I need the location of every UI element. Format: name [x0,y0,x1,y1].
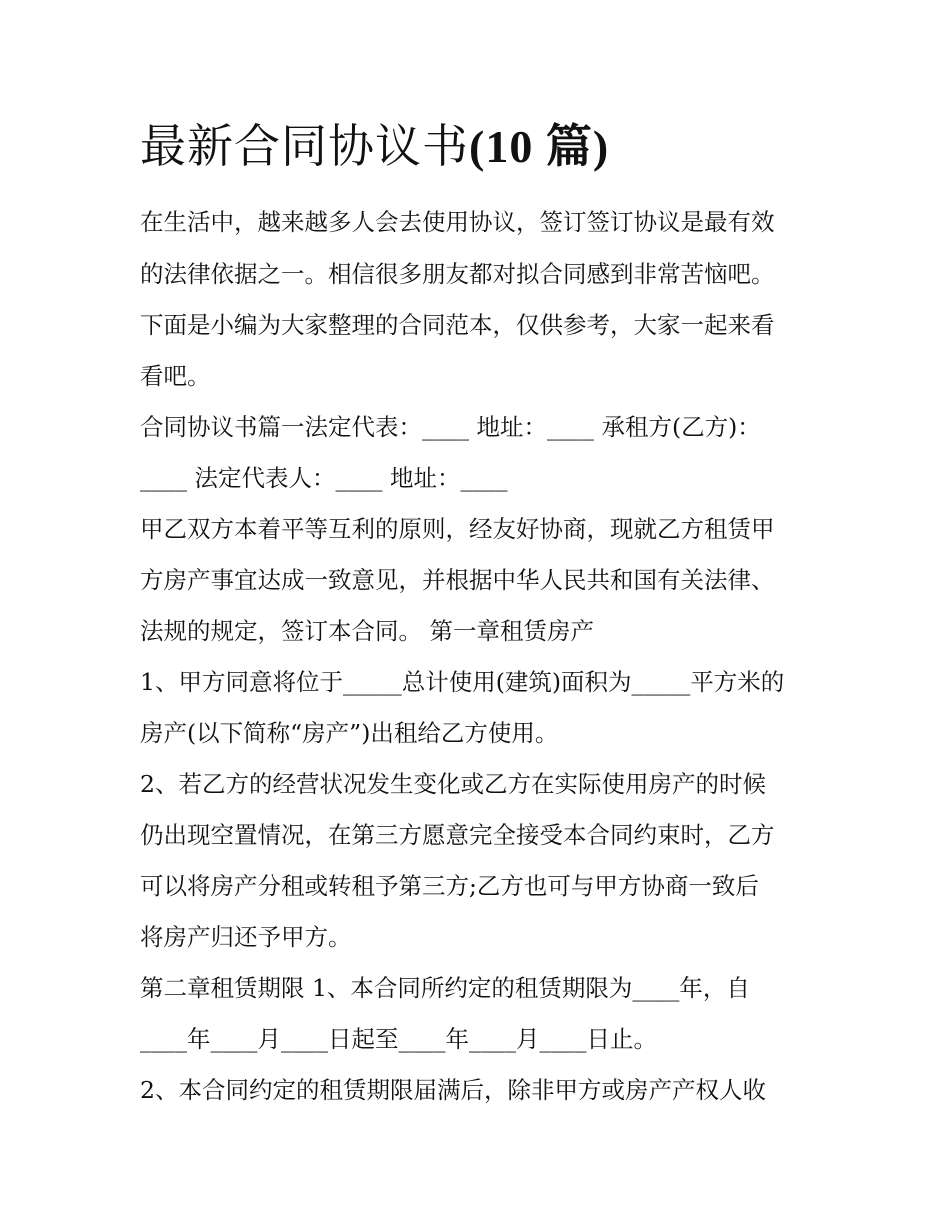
preamble-line-2: 方房产事宜达成一致意见，并根据中华人民共和国有关法律、 [140,566,775,594]
clause-2-line-1: 2、若乙方的经营状况发生变化或乙方在实际使用房产的时候 [140,770,766,798]
intro-line-4: 看吧。 [140,362,211,390]
intro-line-3: 下面是小编为大家整理的合同范本，仅供参考，大家一起来看 [140,311,775,339]
clause-2-line-3: 可以将房产分租或转租予第三方;乙方也可与甲方协商一致后 [140,872,759,900]
clause-1-line-1: 1、甲方同意将位于_____总计使用(建筑)面积为_____平方米的 [140,668,785,696]
parties-line-1: 合同协议书篇一法定代表：____ 地址：____ 承租方(乙方)： [140,413,761,441]
clause-2-line-2: 仍出现空置情况，在第三方愿意完全接受本合同约束时，乙方 [140,821,775,849]
chapter-2-clause-2-line-1: 2、本合同约定的租赁期限届满后，除非甲方或房产产权人收 [140,1076,766,1104]
document-title-main: 最新合同协议书 [140,119,469,173]
chapter-2-line-1: 第二章租赁期限 1、本合同所约定的租赁期限为____年，自 [140,974,750,1002]
parties-line-2: ____ 法定代表人：____ 地址：____ [140,464,508,492]
preamble-line-1: 甲乙双方本着平等互利的原则，经友好协商，现就乙方租赁甲 [140,515,775,543]
intro-line-1: 在生活中，越来越多人会去使用协议，签订签订协议是最有效 [140,208,775,236]
clause-2-line-4: 将房产归还予甲方。 [140,923,352,951]
intro-line-2: 的法律依据之一。相信很多朋友都对拟合同感到非常苦恼吧。 [140,260,775,288]
preamble-line-3: 法规的规定，签订本合同。 第一章租赁房产 [140,617,594,645]
document-title-suffix: (10 篇) [469,121,610,172]
document-title [140,116,609,177]
chapter-2-line-2: ____年____月____日起至____年____月____日止。 [140,1025,657,1053]
clause-1-line-2: 房产(以下简称“房产”)出租给乙方使用。 [140,719,559,747]
